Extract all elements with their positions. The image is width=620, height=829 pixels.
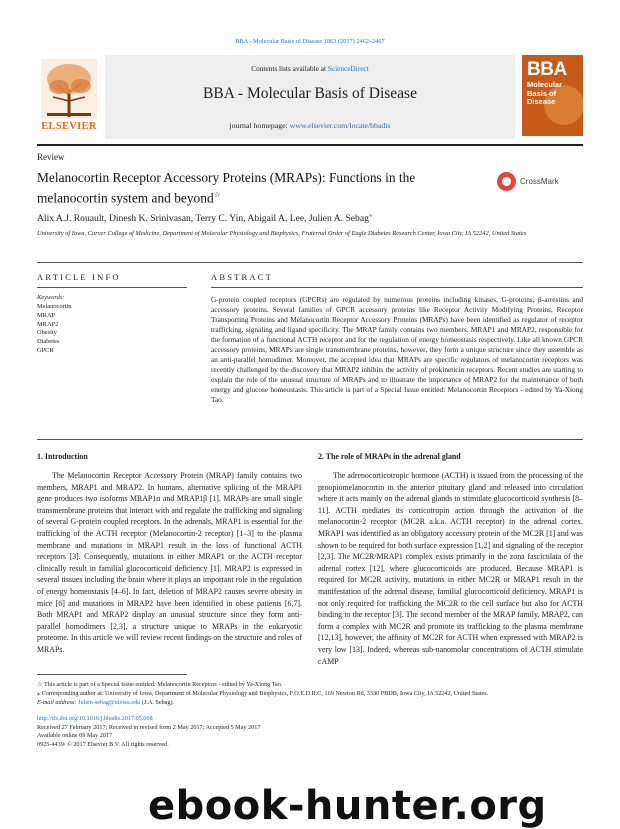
crossmark-label: CrossMark	[520, 177, 559, 186]
keywords-list	[37, 303, 71, 356]
cover-subtitle-line: Disease	[527, 97, 556, 106]
keyword: GPCR	[37, 346, 54, 354]
footnote-special-issue: ☆ This article is part of a Special Issue entitled: Melanocortin Receptors - edited by Ya-Xiong Tao.	[37, 681, 283, 688]
keyword: Diabetes	[37, 338, 60, 346]
abstract-divider	[211, 287, 583, 288]
copyright: 0925-4439/ © 2017 Elsevier B.V. All rights reserved.	[37, 740, 169, 748]
cover-subtitle-line: Basis of	[527, 88, 557, 98]
keyword: MRAP	[37, 311, 56, 319]
adrenal-section-heading: 2. The role of MRAPs in the adrenal gland	[318, 452, 461, 461]
footnotes	[37, 680, 583, 707]
title-footnote-mark[interactable]: ☆	[213, 190, 221, 199]
keyword: Obesity	[37, 329, 57, 337]
journal-header	[37, 55, 583, 139]
article-metadata	[37, 715, 337, 749]
doi-link[interactable]: http://dx.doi.org/10.1016/j.bbadis.2017.05.008	[37, 715, 153, 722]
crossmark-badge[interactable]	[497, 172, 583, 192]
author-list	[37, 211, 372, 224]
article-type: Review	[37, 152, 65, 162]
abstract-heading: ABSTRACT	[211, 272, 273, 282]
elsevier-logo	[37, 55, 101, 139]
sciencedirect-link[interactable]: ScienceDirect	[327, 64, 369, 73]
introduction-text: The Melanocortin Receptor Accessory Protein (MRAP) family contains two members, MRAP1 and MRAP2. In humans, alternative splicing of the MRAP1 gene produces two isoforms MRAP1α and MRAP1β [1]. MRAPs are small single transmembrane proteins that interact with and regulate the trafficking and signaling of several G-protein coupled receptors. In the adrenals, MRAP1 is essential for the trafficking of the ACTH receptor (Melanocortin-2 receptor) [1–3] to the plasma membrane and mutations in MRAP1 result in the loss of functional ACTH receptors [3]. Consequently, mutations in either MRAP1 or the ACTH receptor clinically result in familial glucocorticoid deficiency [1]. MRAP2 is expressed in several tissues including the brain where it plays an important role in the regulation of energy homeostasis [4–6]. In fact, deletion of MRAP2 causes severe obesity in mice [6] and mutations in MRAP2 have been identified in obese patients [6,7]. Both MRAP1 and MRAP2 display an unusual structure since they form anti-parallel homodimers [2,3], a structure unique to MRAPs in the eukaryotic proteome. In this article we will review recent findings on the structure and roles of MRAPs.	[37, 471, 302, 654]
article-info-divider	[37, 287, 187, 288]
journal-title: BBA - Molecular Basis of Disease	[203, 85, 417, 102]
footnote-divider	[37, 674, 187, 675]
email-link[interactable]: Julien-sebag@uiowa.edu	[78, 699, 141, 706]
affiliation: University of Iowa, Carver College of Medicine, Department of Molecular Physiology and Biophysics, Fraternal Order of Eagle Diabetes Research Center, Iowa City, IA 52242, United States	[37, 230, 527, 237]
article-title-text: Melanocortin Receptor Accessory Proteins (MRAPs): Functions in the melanocortin system and beyond	[37, 170, 416, 206]
authors-text: Alix A.J. Rouault, Dinesh K. Srinivasan, Terry C. Yin, Abigail A. Lee, Julien A. Sebag	[37, 213, 369, 225]
article-title	[37, 169, 477, 206]
online-date: Available online 09 May 2017	[37, 732, 113, 740]
introduction-heading: 1. Introduction	[37, 452, 88, 461]
cover-subtitle	[527, 81, 562, 107]
tree-icon	[41, 59, 97, 119]
cover-title: BBA	[527, 59, 567, 80]
homepage-link[interactable]: www.elsevier.com/locate/bbadis	[289, 121, 391, 130]
corresponding-author-mark[interactable]: ⁎	[368, 211, 373, 219]
received-dates: Received 27 February 2017; Received in revised form 2 May 2017; Accepted 5 May 2017	[37, 723, 261, 731]
homepage-prefix: journal homepage:	[229, 121, 290, 130]
crossmark-icon	[497, 172, 516, 191]
homepage-line	[105, 121, 515, 130]
section-divider	[37, 262, 583, 263]
email-label: E-mail address:	[37, 699, 79, 706]
body-divider	[37, 439, 583, 440]
watermark: ebook-hunter.org	[148, 783, 547, 829]
contents-prefix: Contents lists available at	[251, 64, 328, 73]
header-divider	[37, 144, 583, 146]
footnote-email-line	[37, 698, 583, 707]
cover-subtitle-line: Molecular	[527, 80, 563, 89]
journal-banner	[105, 55, 515, 139]
keywords-label: Keywords:	[37, 294, 65, 301]
footnote-corresponding-author: ⁎ Corresponding author at: University of Iowa, Department of Molecular Physiology and Biophysics, F.O.E.D.R.C, 169 Newton Rd, 3330 PBDB, Iowa City, IA 52242, United States.	[37, 690, 489, 697]
email-suffix: (J.A. Sebag).	[140, 699, 175, 706]
publisher-name: ELSEVIER	[41, 121, 97, 132]
contents-line	[105, 64, 515, 73]
adrenal-section-text: The adrenocorticotropic hormone (ACTH) is issued from the processing of the proopiomelanocortin in the anterior pituitary gland and released into circulation where it acts mainly on the adrenal glands to stimulate glucocorticoid synthesis [8–11]. ACTH mediates its corticotropin action through the activation of the melanocortin-2 receptor (MC2R a.k.a. ACTH receptor) in the adrenal cortex. MRAP1 was identified as an obligatory accessory protein of the MC2R [1] and was shown to be required for both surface expression [1,2] and signaling of the receptor [2,3]. The MC2R/MRAP1 complex exists primarily in the zona fasciculata of the adrenal cortex [12], where glucocorticoids are produced. Because MRAP1 is required for MC2R activity, mutations in either MC2R or MRAP1 result in the manifestation of the adrenal disease, familial glucocorticoid deficiency. MRAP1 is not only required for trafficking the MC2R to the cell surface but also for ACTH binding to the receptor [3]. The second member of the MRAP family, MRAP2, can form a complex with MC2R and promote its trafficking to the plasma membrane [12,13], however, the affinity of MC2R for ACTH when expressed with MRAP2 is very low [13]. Indeed, whereas sub-nanomolar concentrations of ACTH stimulate cAMP	[318, 471, 583, 666]
keyword: MRAP2	[37, 320, 59, 328]
journal-citation[interactable]: BBA - Molecular Basis of Disease 1863 (2017) 2462–2467	[235, 38, 385, 45]
journal-cover	[522, 55, 583, 136]
abstract-text: G-protein coupled receptors (GPCRs) are regulated by numerous proteins including kinases, G-proteins, β-arrestins and accessory proteins. Several families of GPCR accessory proteins like Receptor Activity Modifying Proteins, Receptor Transporting Proteins and Melanocortin Receptor Accessory Proteins (MRAPs) have been identified as regulator of receptor trafficking, signaling and ligand specificity. The MRAP family contains two members, MRAP1 and MRAP2, responsible for the formation of a functional ACTH receptor and for the regulation of energy homeostasis respectively. Like all known GPCR accessory proteins, MRAPs are single transmembrane proteins, however, they form a unique structure since they assemble as an anti-parallel homodimer. Moreover, the accepted idea that MRAPs are specific regulators of melanocortin receptors was recently challenged by the discovery that MRAP2 inhibits the activity of prokineticin receptors. Recent studies are starting to explain the role of the unusual structure of MRAPs and to illustrate the importance of MRAP2 for the maintenance of both energy and glucose homeostasis. This article is part of a Special Issue entitled: Melanocortin Receptors - edited by Ya-Xiong Tao.	[211, 295, 583, 405]
article-info-heading: ARTICLE INFO	[37, 272, 121, 282]
keyword: Melanocortin	[37, 303, 72, 310]
body-column-right	[318, 452, 583, 667]
body-column-left	[37, 452, 302, 656]
